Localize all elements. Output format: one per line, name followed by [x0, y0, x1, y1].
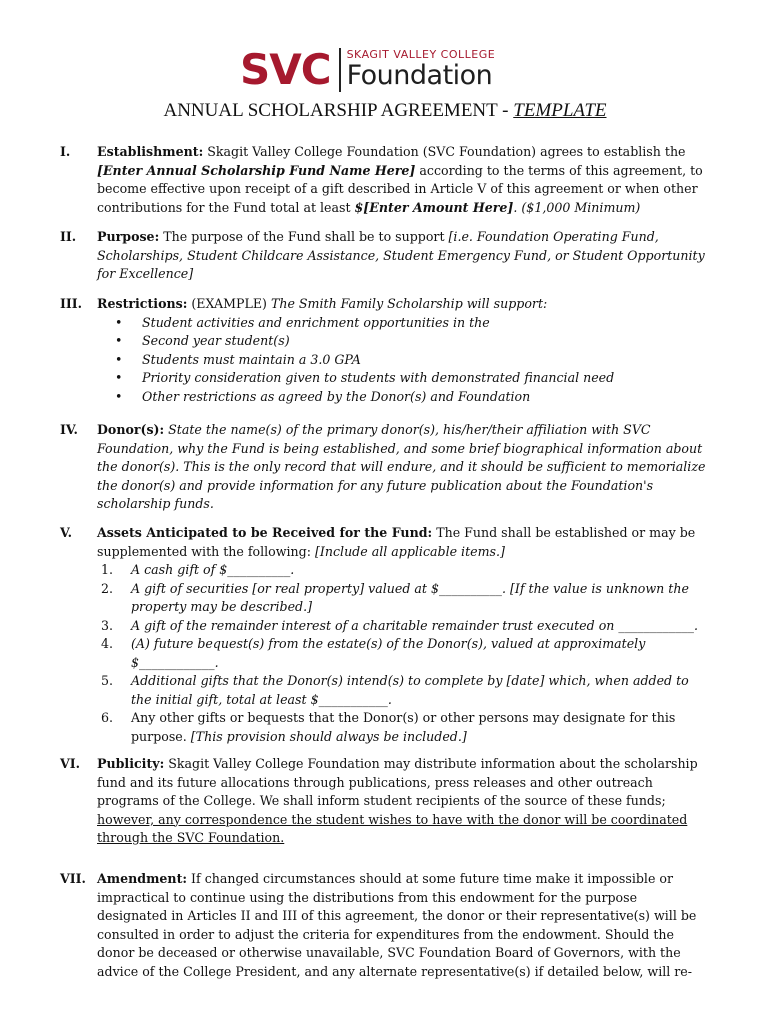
section-heading: Publicity: [97, 756, 165, 771]
section-publicity [60, 755, 710, 848]
section-restrictions [60, 295, 710, 406]
logo-college-name: SKAGIT VALLEY COLLEGE [346, 48, 496, 61]
item-number: 5. [100, 673, 113, 688]
section-heading: Amendment: [97, 871, 188, 886]
list-item: • Second year student(s) [97, 332, 710, 351]
section-number: V. [60, 525, 72, 540]
list-item: • Students must maintain a 3.0 GPA [97, 351, 710, 370]
section-number: III. [60, 296, 83, 311]
item-number: 2. [100, 580, 113, 596]
section-heading: Donor(s): [97, 422, 165, 437]
section-text: (EXAMPLE) [187, 296, 271, 311]
item-text: A gift of the remainder interest of a charitable remainder trust executed on ____________. [131, 617, 698, 633]
section-body [97, 143, 710, 217]
section-heading: Restrictions: [97, 296, 188, 311]
section-assets [60, 524, 710, 746]
item-number: 3. [100, 617, 113, 633]
amount-placeholder: $[Enter Amount Here] [354, 199, 514, 215]
list-item [97, 672, 710, 709]
title-template: TEMPLATE [513, 100, 607, 121]
section-number: II. [60, 229, 77, 244]
donor-instructions: State the name(s) of the primary donor(s), his/her/their affiliation with SVC Foundation, why the Fund is being established, and some brief biographical information about the donor(s). This is the only record that will endure, and it should be sufficient to memorialize the donor(s) and provide information for any future publication about the Foundation's scholarship funds. [97, 422, 706, 511]
section-number: VI. [60, 756, 81, 771]
item-note: [This provision should always be included.] [190, 728, 467, 744]
restrictions-list [97, 314, 710, 407]
title-main: ANNUAL SCHOLARSHIP AGREEMENT - [163, 100, 514, 121]
section-body [97, 228, 710, 284]
purpose-examples: [i.e. Foundation Operating Fund, Scholarships, Student Childcare Assistance, Student Emergency Fund, or Student Opportunity for Excellence] [97, 229, 705, 281]
logo-divider [339, 48, 341, 92]
item-number: 1. [100, 562, 113, 577]
section-text: If changed circumstances should at some future time make it impossible or impractical to continue using the distributions from this endowment for the purpose designated in Articles II and III of this agreement, the donor or their representative(s) will be consulted in order to adjust the criteria for expenditures from the endowment. Should the donor be deceased or otherwise unavailable, SVC Foundation Board of Governors, with the advice of the College President, and any alternate representative(s) if detailed below, will re- [97, 871, 697, 979]
section-body [97, 870, 710, 981]
section-heading: Assets Anticipated to be Received for the Fund: [97, 525, 433, 540]
section-text: according to the terms of this agreement, to become effective upon receipt of a gift described in Article V of this agreement or when other contributions for the Fund total at least [97, 162, 703, 215]
coordination-clause: however, any correspondence the student wishes to have with the donor will be coordinated through the SVC Foundation. [97, 811, 688, 845]
list-item [97, 617, 710, 636]
item-text: A cash gift of $__________. [131, 562, 295, 577]
section-number: IV. [60, 422, 78, 437]
list-item: • Student activities and enrichment opportunities in the [97, 314, 710, 333]
assets-note: [Include all applicable items.] [314, 543, 505, 559]
section-number: VII. [60, 871, 86, 886]
section-donors [60, 421, 710, 514]
item-text: Any other gifts or bequests that the Donor(s) or other persons may designate for this purpose. [131, 710, 676, 744]
section-purpose [60, 228, 710, 284]
section-text: The Fund shall be established or may be supplemented with the following: [97, 525, 696, 559]
list-item: • Other restrictions as agreed by the Donor(s) and Foundation [97, 388, 710, 407]
section-body [97, 755, 710, 848]
assets-list [97, 561, 710, 746]
section-text: Skagit Valley College Foundation may distribute information about the scholarship fund and its future allocations through publications, press releases and other outreach programs of the College. We shall inform student recipients of the source of these funds; [97, 756, 698, 808]
section-number: I. [60, 144, 71, 159]
logo-foundation-name: Foundation [346, 60, 493, 91]
section-establishment [60, 143, 710, 217]
item-number: 6. [100, 710, 113, 725]
section-heading: Purpose: [97, 229, 160, 244]
section-body [97, 421, 710, 514]
list-item [97, 561, 710, 580]
item-text: A gift of securities [or real property] valued at $__________. [If the value is unknown the property may be described.] [131, 580, 689, 614]
item-number: 4. [100, 636, 113, 651]
item-text: Additional gifts that the Donor(s) intend(s) to complete by [date] which, when added to the initial gift, total at least $___________. [131, 673, 689, 707]
section-amendment [60, 870, 710, 981]
document-title [0, 100, 770, 122]
section-text: The purpose of the Fund shall be to support [159, 229, 449, 244]
fund-name-placeholder: [Enter Annual Scholarship Fund Name Here] [97, 162, 416, 178]
list-item [97, 709, 710, 746]
section-heading: Establishment: [97, 144, 204, 159]
list-item: • Priority consideration given to students with demonstrated financial need [97, 369, 710, 388]
minimum-note: . ($1,000 Minimum) [513, 199, 641, 215]
section-text: Skagit Valley College Foundation (SVC Foundation) agrees to establish the [203, 144, 686, 159]
list-item [97, 635, 710, 672]
item-text: (A) future bequest(s) from the estate(s) of the Donor(s), valued at approximately $____________. [131, 636, 646, 670]
logo-mark: SVC [240, 45, 331, 94]
list-item [97, 580, 710, 617]
section-body [97, 295, 710, 406]
svc-foundation-logo [240, 44, 495, 96]
restrictions-lead: The Smith Family Scholarship will support: [270, 296, 548, 311]
logo-wordmark [347, 49, 496, 91]
section-body [97, 524, 710, 746]
